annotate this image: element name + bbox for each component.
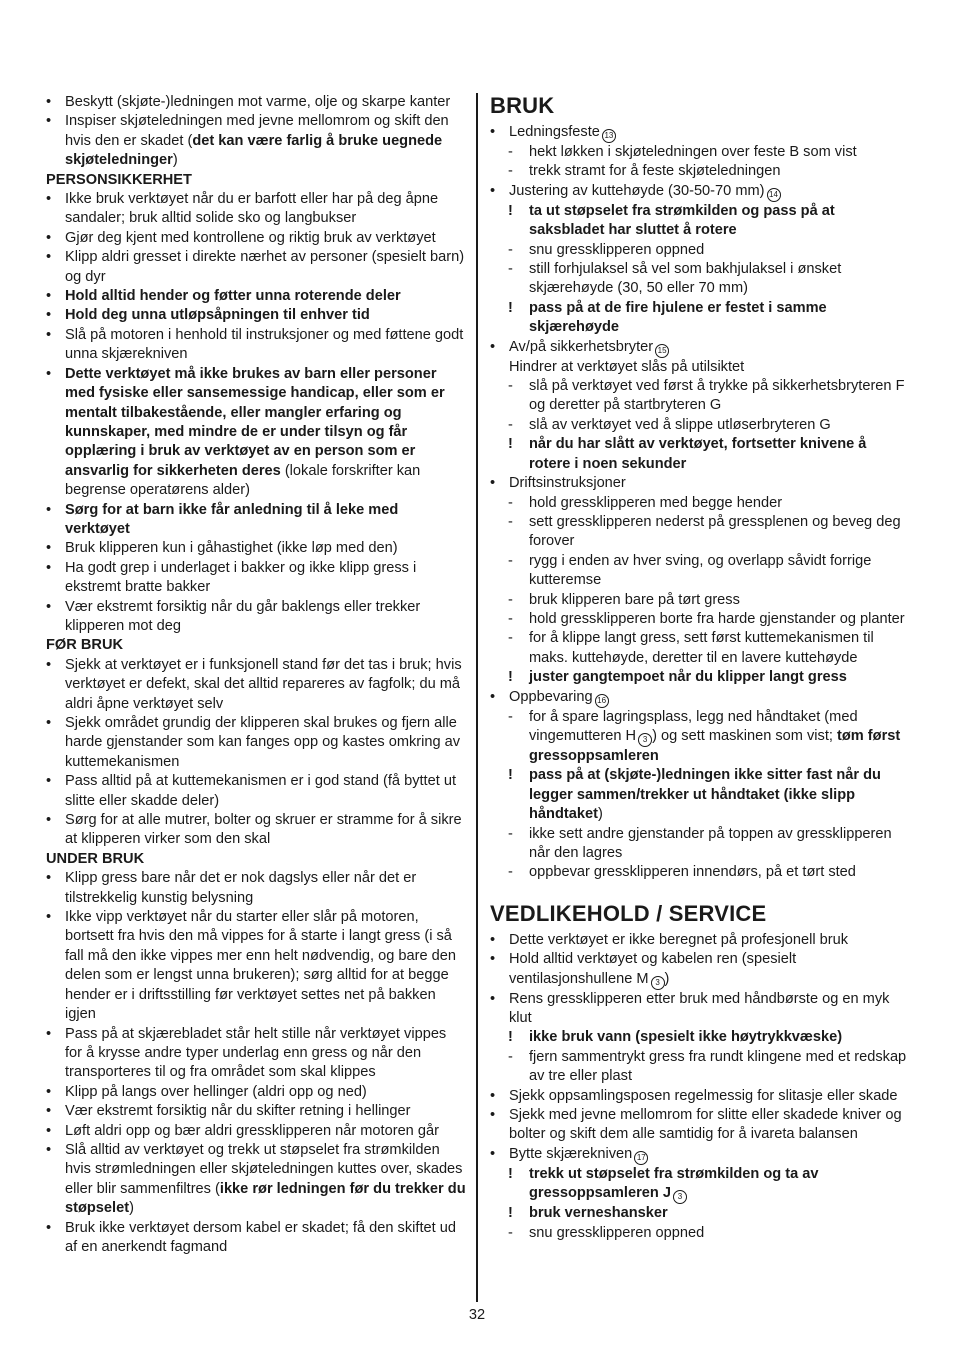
text-run: Vær ekstremt forsiktig når du går baklengs eller trekker klipperen mot deg [65,598,421,634]
bullet-item [46,501,466,540]
text-run: Klipp gress bare når det er nok dagslys eller når det er tilstrekkelig kunstig belysning [65,870,417,906]
text-run: Sjekk området grundig der klipperen skal brukes og fjern alle harde gjenstander som kan fanges opp og kastes omkring av kuttemekanismen [65,715,461,770]
text-run: Ledningsfeste [509,124,600,140]
bullet-marker: • [46,326,52,343]
text-run: ) og sett maskinen som vist; [652,727,837,744]
text-run: ikke bruk vann (spesielt ikke høytrykkvæske) [529,1029,843,1046]
excl-marker: ! [508,767,513,784]
column-divider [476,93,478,1302]
text-run: Av/på sikkerhetsbryter [509,338,654,355]
dash-item [490,591,910,610]
text-run: Vær ekstremt forsiktig når du skifter retning i hellinger [65,1103,411,1120]
text-run: Oppbevaring [509,688,593,705]
dash-marker: - [508,552,513,569]
figure-ref: 17 [634,1151,648,1165]
bullet-marker: • [46,249,52,266]
text-run: Hindrer at verktøyet slås på utilsiktet [509,358,745,375]
bullet-item [46,1219,466,1258]
text-run: ikke rør ledningen før du trekker du støpselet [65,1180,466,1217]
text-run: Sjekk med jevne mellomrom for slitte eller skadede kniver og bolter og skift dem alle samtidig for å ivareta balansen [509,1107,902,1143]
text-run: Bytte skjærekniven [509,1145,633,1162]
warning-item [490,1028,910,1047]
bullet-marker: • [46,870,52,887]
figure-ref: 13 [602,129,616,143]
text-run: ) [129,1200,134,1217]
bullet-item [490,123,910,143]
excl-marker: ! [508,1165,513,1182]
warning-item [490,202,910,241]
dash-item [490,708,910,767]
text-run: fjern sammentrykt gress fra rundt klingene med et redskap av tre eller plast [529,1048,907,1085]
bullet-marker: • [46,288,52,305]
bullet-marker: • [490,931,496,948]
text-run: slå på verktøyet ved først å trykke på sikkerhetsbryteren F og deretter på startbryteren G [529,378,905,414]
figure-ref: 14 [767,188,781,202]
personal-safety-list [46,190,466,636]
bullet-item [490,338,910,358]
text-run: ta ut støpselet fra strømkilden og pass på at saksbladet har sluttet å rotere [529,202,835,239]
text-run: Ikke bruk verktøyet når du er barfott eller har på deg åpne sandaler; bruk alltid solide sko og langbukser [65,191,439,227]
warning-item [490,766,910,824]
figure-ref: 16 [595,694,609,708]
excl-marker: ! [508,669,513,686]
text-run: Sjekk oppsamlingsposen regelmessig for slitasje eller skade [509,1087,898,1104]
excl-marker: ! [508,299,513,316]
dash-marker: - [508,241,513,258]
page-number: 32 [468,1307,486,1323]
bullet-marker: • [46,501,52,518]
bullet-marker: • [46,1103,52,1120]
bullet-marker: • [46,715,52,731]
warning-item [490,1165,910,1204]
text-run: hekt løkken i skjøteledningen over feste B som vist [529,144,857,160]
bullet-item [46,365,466,501]
dash-item [490,1224,910,1243]
dash-item [490,552,910,591]
bullet-item [490,474,910,493]
bullet-item [46,1025,466,1083]
dash-marker: - [508,144,513,160]
bullet-item [490,1145,910,1165]
bullet-item [46,1083,466,1102]
during-use-heading: UNDER BRUK [46,850,145,867]
bullet-marker: • [46,909,52,926]
text-run: Bruk ikke verktøyet dersom kabel er skadet; få den skiftet ud af en anerkendt fagmand [65,1219,456,1255]
before-use-heading: FØR BRUK [46,637,124,654]
dash-item [490,241,910,260]
text-run: Ikke vipp verktøyet når du starter eller slår på motoren, bortsett fra hvis den må vippes for å starte i langt gress (i så fall må den ikke vippes mer enn helt nødvendig, og bare den delen som er lengst unna brukeren); sørg alltid for at begge hender er i driftsstilling før verktøyet settes net på bakken igjen [65,909,457,1023]
bullet-item [46,811,466,850]
bullet-marker: • [46,656,52,673]
bullet-marker: • [46,540,52,557]
bullet-item [46,559,466,598]
bullet-marker: • [46,191,52,208]
text-run: Sørg for at barn ikke får anledning til å leke med verktøyet [65,501,399,537]
figure-ref: 15 [655,344,669,358]
text-run: Klipp på langs over hellinger (aldri opp og ned) [65,1083,367,1100]
right-column [490,93,910,1243]
dash-item [490,629,910,668]
text-run: Gjør deg kjent med kontrollene og riktig bruk av verktøyet [65,229,436,246]
bullet-item [46,248,466,287]
dash-marker: - [508,416,513,433]
figure-ref: 3 [673,1190,687,1204]
text-run: (lokale forskrifter kan begrense operatørens alder) [65,462,421,499]
left-column [46,93,466,1257]
bullet-item [46,714,466,772]
text-run: oppbevar gressklipperen innendørs, på et tørt sted [529,864,856,881]
text-run: hold gressklipperen med begge hender [529,494,783,511]
bullet-item [46,229,466,248]
bullet-item [46,112,466,170]
bullet-item [490,1106,910,1145]
bullet-marker: • [46,1083,52,1100]
dash-marker: - [508,708,513,725]
bullet-item [46,539,466,558]
text-run: Driftsinstruksjoner [509,475,626,492]
note-line [490,358,910,377]
bullet-marker: • [490,475,496,492]
during-use-list [46,869,466,1257]
dash-marker: - [508,163,513,180]
dash-marker: - [508,630,513,647]
text-run: Inspiser skjøteledningen med jevne mellomrom og skift den hvis den er skadet ( [65,113,449,149]
text-run: Løft aldri opp og bær aldri gressklipperen når motoren går [65,1122,439,1139]
text-run: Pass på at skjærebladet står helt stille når verktøyet vippes for å krysse andre typer underlag enn gress og når den transporteres til og fra området som skal klippes [65,1025,447,1081]
text-run: Hold alltid verktøyet og kabelen ren (spesielt ventilasjonshullene M [509,951,797,987]
text-run: pass på at (skjøte-)ledningen ikke sitter fast når du legger sammen/trekker ut håndtaket (ikke slipp håndtaket [529,767,881,823]
text-run: Ha godt grep i underlaget i bakker og ikke klipp gress i ekstremt bratte bakker [65,559,417,596]
excl-marker: ! [508,1205,513,1222]
text-run: Sjekk at verktøyet er i funksjonell stand før det tas i bruk; hvis verktøyet er defekt, skal det alltid repareres av fagfolk; du må aldri åpne verktøyet selv [65,656,462,712]
dash-marker: - [508,864,513,881]
text-run: for å spare lagringsplass, legg ned håndtaket (med vingemutteren H [529,708,858,744]
dash-marker: - [508,610,513,627]
text-run: ikke sett andre gjenstander på toppen av gressklipperen når den lagres [529,825,892,861]
warning-item [490,435,910,474]
dash-item [490,162,910,181]
bullet-marker: • [46,113,52,130]
text-run: Slå alltid av verktøyet og trekk ut støpselet fra strømkilden hvis strømledningen eller skjøteledningen kuttes over, skades eller blir sammenfiltres ( [65,1141,463,1197]
bullet-marker: • [46,365,52,382]
text-run: hold gressklipperen borte fra harde gjenstander og planter [529,610,905,627]
bullet-marker: • [46,1122,52,1139]
text-run: Klipp aldri gresset i direkte nærhet av personer (spesielt barn) og dyr [65,249,465,285]
text-run: sett gressklipperen nederst på gressplenen og beveg deg forover [529,513,901,550]
text-run: Hold deg unna utløpsåpningen til enhver tid [65,307,370,324]
bullet-marker: • [490,182,496,199]
bullet-marker: • [490,688,496,705]
bullet-item [46,326,466,365]
text-run: Justering av kuttehøyde (30-50-70 mm) [509,182,765,199]
text-run: bruk verneshansker [529,1205,668,1222]
text-run: snu gressklipperen oppned [529,1224,705,1241]
dash-item [490,260,910,299]
warning-item [490,1204,910,1223]
bullet-marker: • [490,124,496,140]
bullet-item [490,182,910,202]
excl-marker: ! [508,436,513,453]
bullet-item [46,772,466,811]
excl-marker: ! [508,202,513,219]
bullet-item [490,950,910,989]
dash-item [490,416,910,435]
text-run: rygg i enden av hver sving, og overlapp såvidt forrige kutteremse [529,552,872,589]
bullet-marker: • [490,1107,496,1124]
bullet-marker: • [46,812,52,829]
text-run: Hold alltid hender og føtter unna roterende deler [65,288,401,305]
bullet-marker: • [46,773,52,790]
dash-marker: - [508,1048,513,1065]
bullet-marker: • [46,94,52,110]
bullet-marker: • [490,951,496,968]
dash-item [490,863,910,882]
bullet-item [46,1102,466,1121]
bullet-marker: • [46,1025,52,1042]
text-run: Bruk klipperen kun i gåhastighet (ikke løp med den) [65,540,398,557]
text-run: slå av verktøyet ved å slippe utløserbryteren G [529,416,831,433]
figure-ref: 3 [651,976,665,990]
dash-marker: - [508,378,513,395]
dash-item [490,377,910,416]
dash-item [490,1048,910,1087]
dash-item [490,494,910,513]
dash-item [490,513,910,552]
text-run: juster gangtempoet når du klipper langt gress [529,669,847,686]
bruk-heading: BRUK [490,93,555,118]
text-run: ) [172,152,178,169]
text-run: Sørg for at alle mutrer, bolter og skruer er stramme for å sikre at klipperen virker som den skal [65,812,462,848]
dash-marker: - [508,1224,513,1241]
intro-list [46,93,466,171]
bullet-item [46,93,466,112]
warning-item [490,668,910,687]
bullet-marker: • [490,1145,496,1162]
dash-item [490,610,910,629]
dash-marker: - [508,261,513,278]
text-run: for å klippe langt gress, sett først kuttemekanismen til maks. kuttehøyde, deretter til en lavere kuttehøyde [529,630,874,666]
bullet-marker: • [46,307,52,324]
text-run: pass på at de fire hjulene er festet i samme skjærehøyde [529,299,827,336]
bullet-item [46,908,466,1024]
personal-safety-heading: PERSONSIKKERHET [46,171,192,188]
bullet-marker: • [490,990,496,1007]
text-run: når du har slått av verktøyet, fortsetter knivene å rotere i noen sekunder [529,436,867,472]
text-run: tøm først gressoppsamleren [529,727,901,764]
bullet-item [490,1087,910,1106]
text-run: Beskytt (skjøte-)ledningen mot varme, olje og skarpe kanter [65,94,451,110]
text-run: trekk ut støpselet fra strømkilden og ta av gressoppsamleren J [529,1165,819,1202]
text-run: still forhjulaksel så vel som bakhjulaksel i ønsket skjærehøyde (30, 50 eller 70 mm) [529,261,842,297]
text-run: Slå på motoren i henhold til instruksjoner og med føttene godt unna skjærekniven [65,326,464,363]
warning-item [490,299,910,338]
bullet-item [46,598,466,637]
dash-marker: - [508,591,513,608]
text-run: Pass alltid på at kuttemekanismen er i god stand (få byttet ut slitte eller skadde deler) [65,773,456,809]
text-run: bruk klipperen bare på tørt gress [529,591,740,608]
bullet-marker: • [46,1219,52,1236]
bullet-marker: • [490,338,496,355]
bullet-item [46,1122,466,1141]
bullet-item [46,287,466,306]
bullet-item [46,656,466,714]
bullet-marker: • [46,559,52,576]
excl-marker: ! [508,1029,513,1046]
dash-item [490,143,910,162]
text-run: ) [664,970,670,987]
dash-marker: - [508,513,513,530]
service-list [490,931,910,1243]
text-run: Dette verktøyet er ikke beregnet på profesjonell bruk [509,931,849,948]
dash-marker: - [508,825,513,842]
bullet-marker: • [46,1141,52,1158]
text-run: Rens gressklipperen etter bruk med håndbørste og en myk klut [509,990,890,1027]
text-run: ) [597,806,603,823]
bullet-item [490,990,910,1029]
dash-item [490,825,910,864]
before-use-list [46,656,466,850]
bullet-marker: • [46,229,52,246]
text-run: det kan være farlig å bruke uegnede skjøteledninger [65,132,443,169]
text-run: snu gressklipperen oppned [529,241,705,258]
figure-ref: 3 [638,733,652,747]
bullet-marker: • [490,1087,496,1104]
bruk-list [490,123,910,883]
service-heading: VEDLIKEHOLD / SERVICE [490,900,767,926]
bullet-marker: • [46,598,52,615]
bullet-item [490,688,910,708]
bullet-item [46,1141,466,1219]
text-run: trekk stramt for å feste skjøteledningen [529,163,781,180]
bullet-item [46,869,466,908]
bullet-item [490,931,910,950]
bullet-item [46,306,466,325]
text-run: Dette verktøyet må ikke brukes av barn eller personer med fysiske eller sansemessige handicap, eller som er mentalt tilbakestående, eller mangler erfaring og kunnskaper, med mindre de er under tilsyn og får opplæring i bruk av verktøyet av en person som er ansvarlig for sikkerheten deres [65,365,445,479]
bullet-item [46,190,466,229]
dash-marker: - [508,494,513,511]
